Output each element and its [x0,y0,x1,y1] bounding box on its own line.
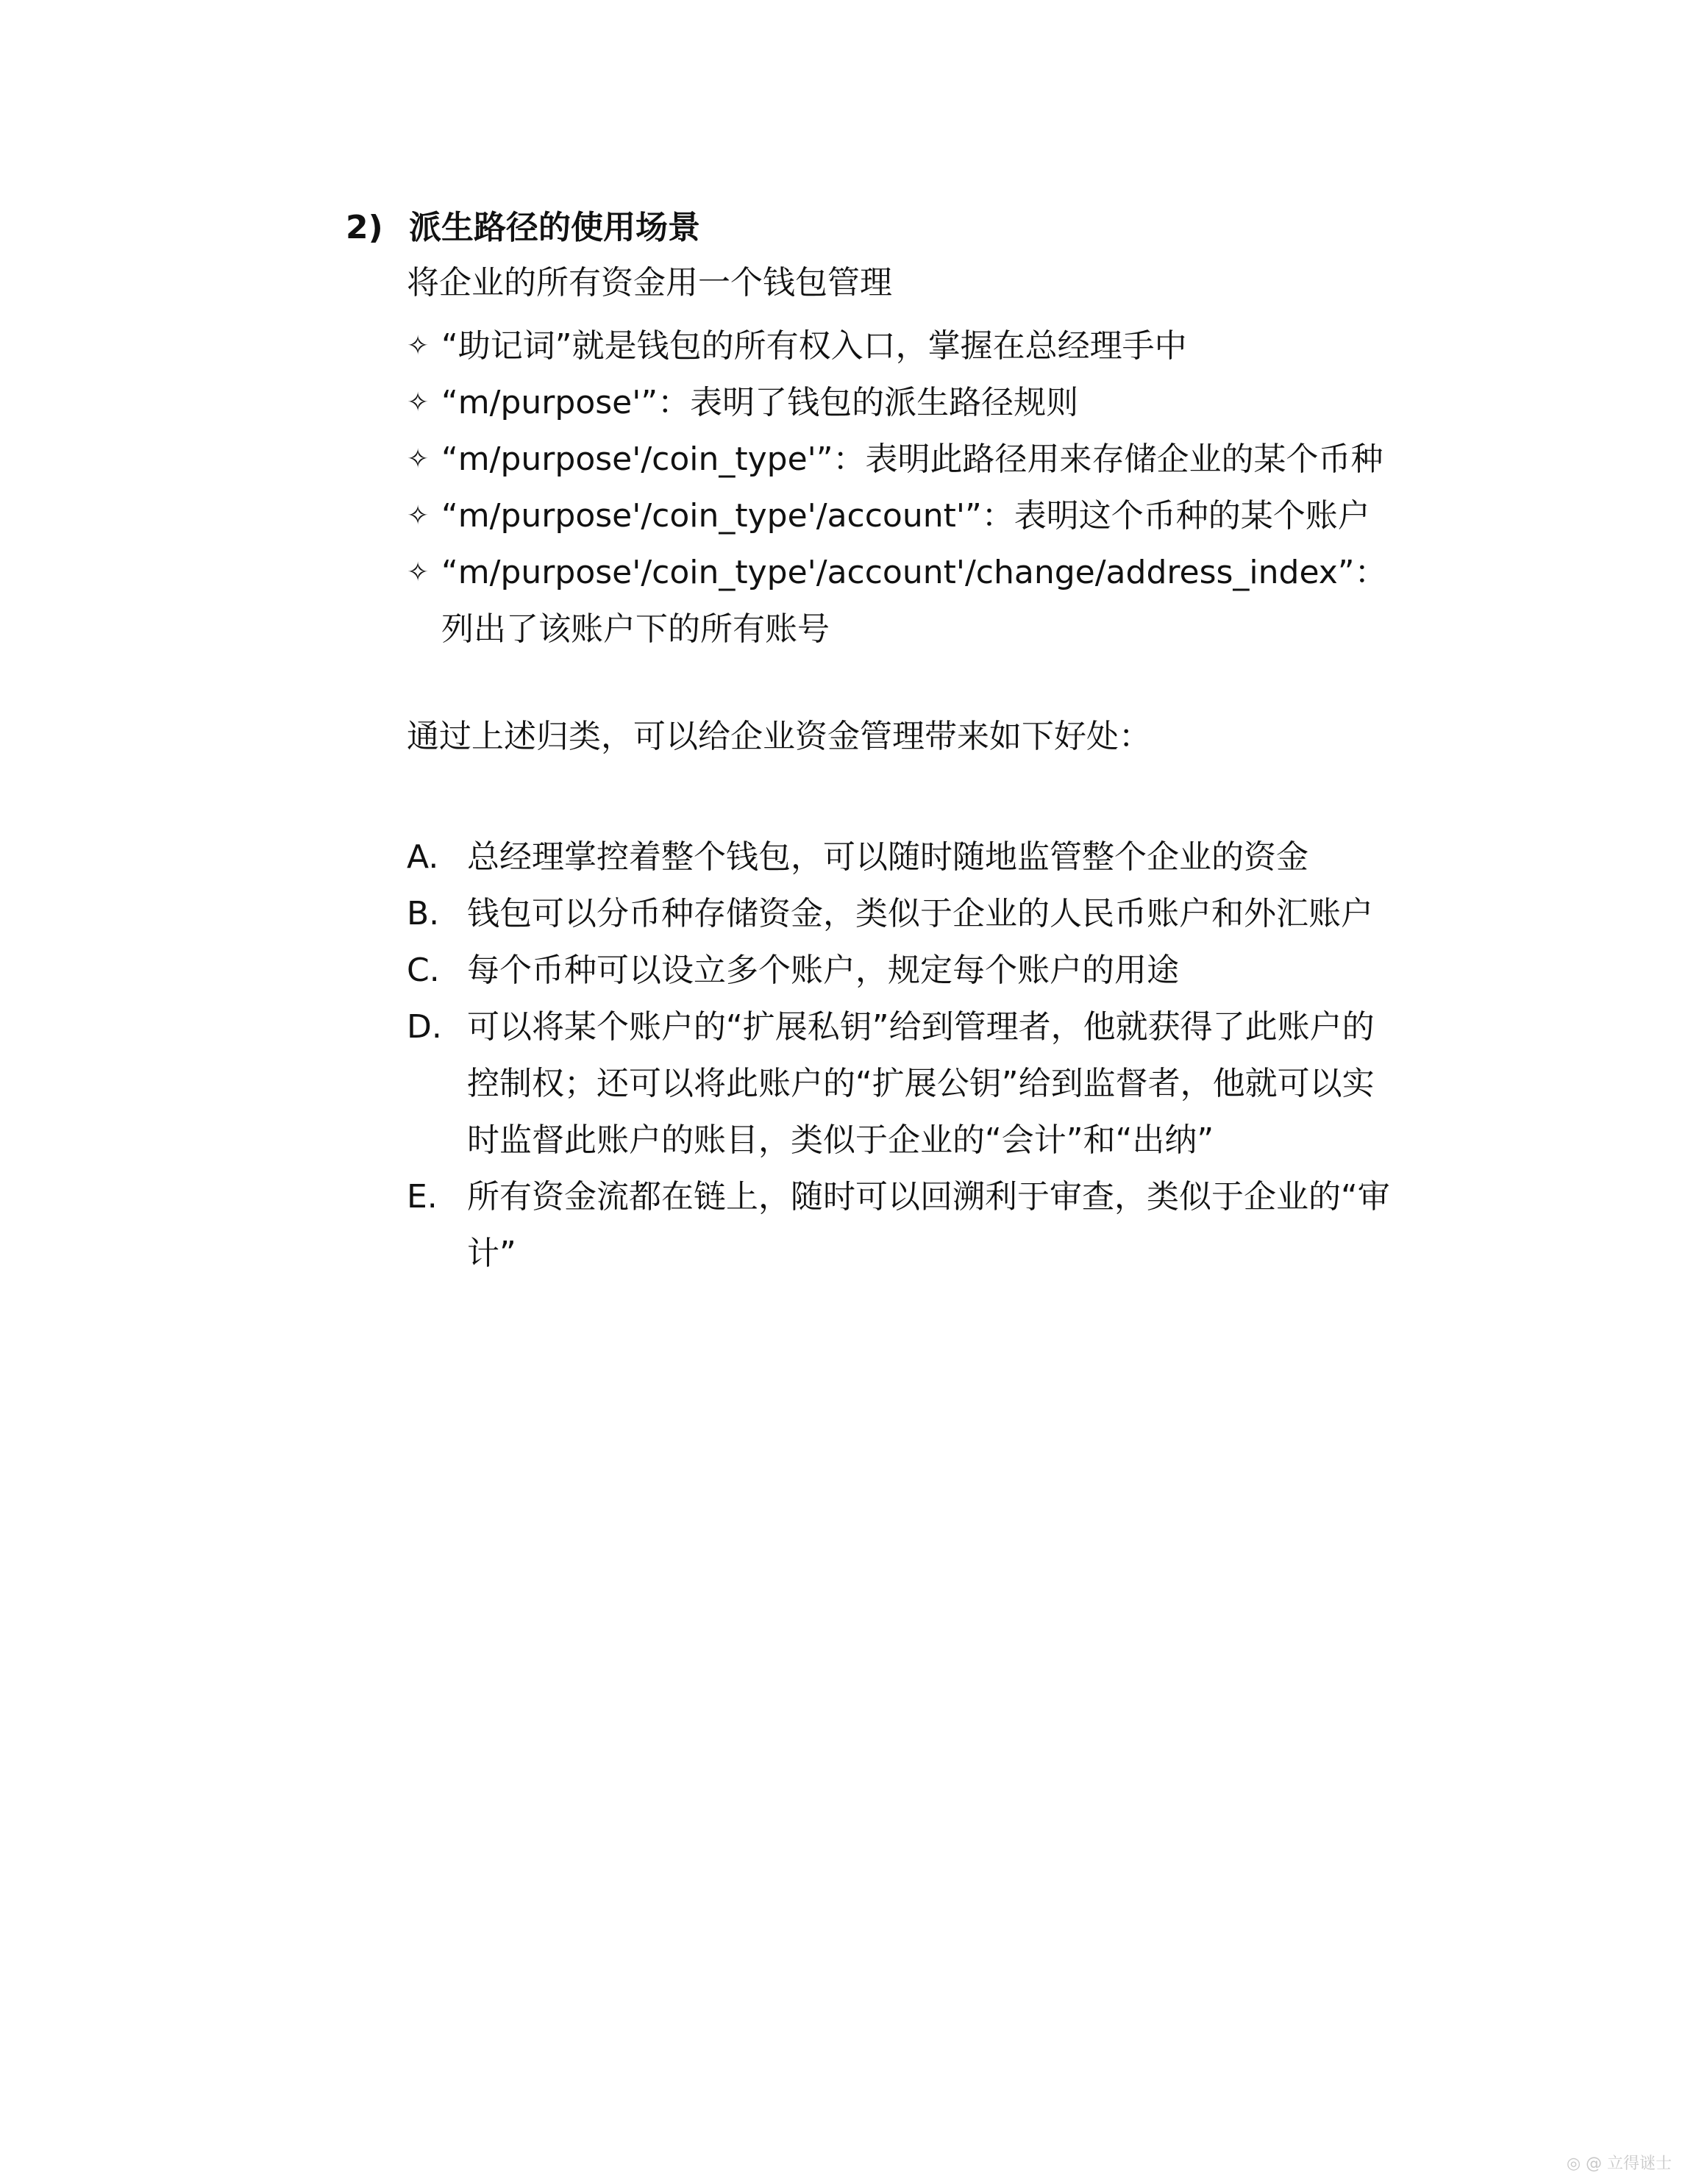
benefit-item [407,942,1436,999]
list-item-text: “m/purpose'/coin_type'”：表明此路径用来存储企业的某个币种 [441,440,1383,478]
benefit-line: 每个币种可以设立多个账户，规定每个账户的用途 [467,952,1179,989]
benefit-letter: C. [407,952,440,989]
list-item [407,374,1451,431]
sparkle-bullet-icon: ✧ [407,331,430,361]
benefit-item [407,999,1436,1168]
benefit-line: 总经理掌控着整个钱包，可以随时随地监管整个企业的资金 [467,838,1308,876]
benefit-item [407,1168,1436,1282]
benefit-line: 计” [467,1235,516,1272]
benefit-line: 可以将某个账户的“扩展私钥”给到管理者，他就获得了此账户的 [467,1008,1375,1046]
list-item [407,431,1451,488]
benefit-line: 钱包可以分币种存储资金，类似于企业的人民币账户和外汇账户 [467,895,1373,932]
benefits-list [407,829,1436,1282]
list-item [407,488,1451,544]
watermark: ◎ @ 立得谜士 [1566,2155,1672,2173]
benefit-line: 所有资金流都在链上，随时可以回溯利于审查，类似于企业的“审 [467,1178,1390,1216]
benefit-item [407,885,1436,942]
derivation-path-list [407,318,1451,657]
section-title: 派生路径的使用场景 [409,209,700,246]
sparkle-bullet-icon: ✧ [407,501,430,531]
benefit-letter: E. [407,1178,438,1216]
sparkle-bullet-icon: ✧ [407,557,430,588]
list-item-continuation: 列出了该账户下的所有账号 [441,610,830,648]
list-item [407,318,1451,374]
list-item-text: “m/purpose'/coin_type'/account'”：表明这个币种的某个账户 [441,497,1370,535]
sparkle-bullet-icon: ✧ [407,388,430,418]
sparkle-bullet-icon: ✧ [407,444,430,474]
intro-text: 将企业的所有资金用一个钱包管理 [407,264,892,301]
list-item-text: “m/purpose'/coin_type'/account'/change/address_index”： [441,554,1387,591]
benefit-letter: D. [407,1008,442,1046]
benefit-item [407,829,1436,885]
benefit-letter: A. [407,838,439,876]
benefit-line: 时监督此账户的账目，类似于企业的“会计”和“出纳” [467,1121,1214,1159]
section-number: 2) [346,209,383,246]
list-item-text: “助记词”就是钱包的所有权入口，掌握在总经理手中 [441,327,1187,365]
benefit-line: 控制权；还可以将此账户的“扩展公钥”给到监督者，他就可以实 [467,1065,1375,1102]
section-heading [346,206,700,250]
summary-text: 通过上述归类，可以给企业资金管理带来如下好处： [407,718,1151,755]
list-item-text: “m/purpose'”：表明了钱包的派生路径规则 [441,384,1079,421]
benefit-letter: B. [407,895,440,932]
list-item [407,544,1451,657]
